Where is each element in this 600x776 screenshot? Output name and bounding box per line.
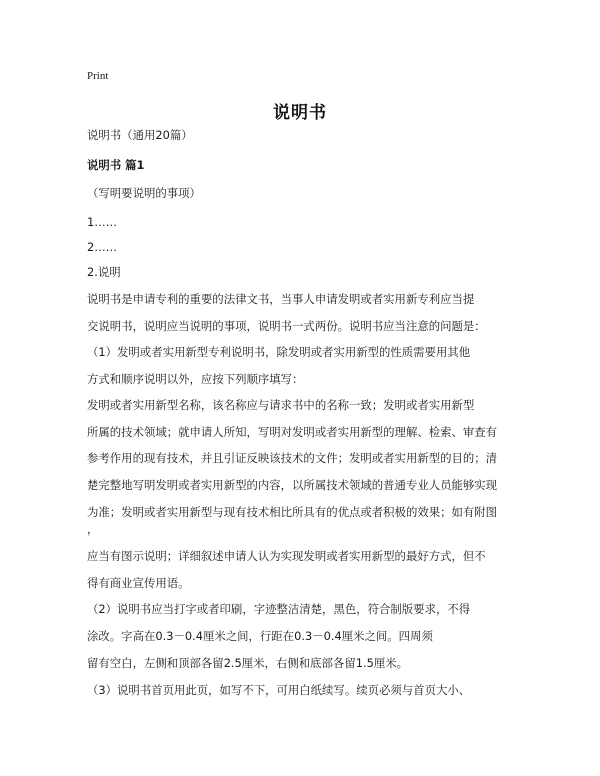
document-title: 说明书 <box>273 103 327 123</box>
paragraph-line: 楚完整地写明发明或者实用新型的内容，以所属技术领域的普通专业人员能够实现 <box>87 478 498 492</box>
paragraph-line: 应当有图示说明；详细叙述申请人认为实现发明或者实用新型的最好方式，但不 <box>87 549 486 563</box>
paragraph-line: 所属的技术领域；就申请人所知，写明对发明或者实用新型的理解、检索、审查有 <box>87 425 498 439</box>
paragraph-line: 发明或者实用新型名称，该名称应与请求书中的名称一致；发明或者实用新型 <box>87 398 475 412</box>
paragraph-line: 1…… <box>87 215 118 229</box>
paragraph-line: 交说明书，说明应当说明的事项，说明书一式两份。说明书应当注意的问题是： <box>87 319 486 333</box>
print-label: Print <box>87 70 109 82</box>
paragraph-line: 涂改。字高在0.3－0.4厘米之间，行距在0.3－0.4厘米之间。四周须 <box>87 629 433 643</box>
section-heading: 说明书 篇1 <box>87 158 145 172</box>
paragraph-line: 为准；发明或者实用新型与现有技术相比所具有的优点或者积极的效果；如有附图 <box>87 505 498 519</box>
paragraph-line: 2.说明 <box>87 265 121 279</box>
paragraph-line: 参考作用的现有技术，并且引证反映该技术的文件；发明或者实用新型的目的；清 <box>87 451 498 465</box>
paragraph-line: 说明书是申请专利的重要的法律文书，当事人申请发明或者实用新专利应当提 <box>87 292 475 306</box>
paragraph-line: ， <box>87 522 99 536</box>
paragraph-line: （3）说明书首页用此页，如写不下，可用白纸续写。续页必须与首页大小、 <box>87 683 471 697</box>
paragraph-line: 方式和顺序说明以外，应按下列顺序填写： <box>87 372 304 386</box>
paragraph-line: 得有商业宣传用语。 <box>87 576 190 590</box>
paragraph-line: 留有空白，左侧和顶部各留2.5厘米，右侧和底部各留1.5厘米。 <box>87 656 408 670</box>
paragraph-line: （2）说明书应当打字或者印刷，字迹整洁清楚，黑色，符合制版要求，不得 <box>87 602 471 616</box>
paragraph-line: 2…… <box>87 240 118 254</box>
paragraph-line: （1）发明或者实用新型专利说明书，除发明或者实用新型的性质需要用其他 <box>87 345 471 359</box>
paragraph-line: （写明要说明的事项） <box>87 186 201 200</box>
subtitle-line: 说明书（通用20篇） <box>87 128 193 142</box>
